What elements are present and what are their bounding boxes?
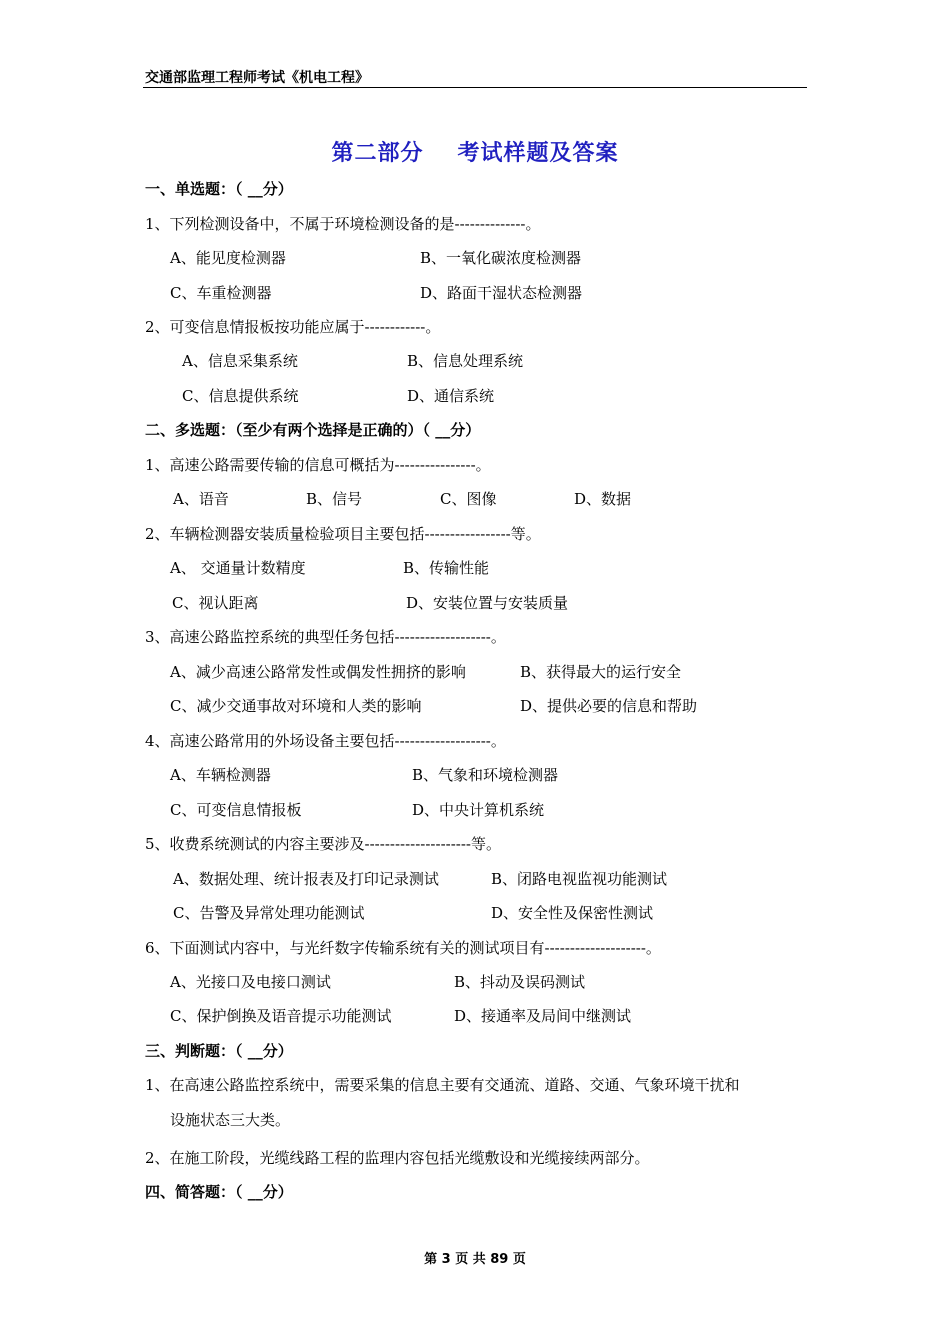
option-d: D、安装位置与安装质量 — [406, 594, 569, 612]
title-part: 第二部分 — [331, 141, 424, 166]
option-a: A、减少高速公路常发性或偶发性拥挤的影响 — [170, 663, 466, 681]
option-a: A、光接口及电接口测试 — [170, 973, 331, 991]
option-c: C、图像 — [440, 490, 497, 508]
option-d: D、接通率及局间中继测试 — [454, 1007, 632, 1025]
option-c: C、信息提供系统 — [182, 387, 299, 405]
question-multi-5: 5、收费系统测试的内容主要涉及---------------------等。 — [145, 835, 501, 853]
title-topic: 考试样题及答案 — [457, 141, 619, 166]
option-b: B、获得最大的运行安全 — [520, 663, 682, 681]
option-c: C、可变信息情报板 — [170, 801, 302, 819]
question-multi-4: 4、高速公路常用的外场设备主要包括-------------------。 — [145, 732, 506, 750]
option-c: C、视认距离 — [172, 594, 259, 612]
question-multi-1: 1、高速公路需要传输的信息可概括为----------------。 — [145, 456, 491, 474]
option-b: B、抖动及误码测试 — [454, 973, 586, 991]
question-single-1: 1、下列检测设备中，不属于环境检测设备的是--------------。 — [145, 215, 541, 233]
option-d: D、路面干湿状态检测器 — [420, 284, 583, 302]
option-b: B、信息处理系统 — [407, 352, 524, 370]
option-a: A、数据处理、统计报表及打印记录测试 — [173, 870, 439, 888]
option-b: B、一氧化碳浓度检测器 — [420, 249, 582, 267]
running-header: 交通部监理工程师考试《机电工程》 — [145, 70, 369, 86]
question-single-2: 2、可变信息情报板按功能应属于------------。 — [145, 318, 441, 336]
option-d: D、通信系统 — [407, 387, 495, 405]
option-c: C、保护倒换及语音提示功能测试 — [170, 1007, 392, 1025]
section-short-answer: 四、简答题：（ __分） — [145, 1183, 293, 1201]
option-a: A、 交通量计数精度 — [170, 559, 306, 577]
option-d: D、中央计算机系统 — [412, 801, 545, 819]
page-number: 第 3 页 共 89 页 — [424, 1252, 526, 1267]
option-b: B、信号 — [306, 490, 363, 508]
page-title — [0, 136, 950, 167]
question-judge-1-continued: 设施状态三大类。 — [170, 1111, 291, 1129]
option-c: C、减少交通事故对环境和人类的影响 — [170, 697, 422, 715]
option-b: B、气象和环境检测器 — [412, 766, 559, 784]
section-true-false: 三、判断题：（ __分） — [145, 1042, 293, 1060]
option-a: A、信息采集系统 — [182, 352, 298, 370]
option-c: C、车重检测器 — [170, 284, 272, 302]
option-d: D、安全性及保密性测试 — [491, 904, 654, 922]
question-multi-6: 6、下面测试内容中，与光纤数字传输系统有关的测试项目有--------------------。 — [145, 939, 661, 957]
question-multi-3: 3、高速公路监控系统的典型任务包括-------------------。 — [145, 628, 506, 646]
question-judge-1: 1、在高速公路监控系统中，需要采集的信息主要有交通流、道路、交通、气象环境干扰和 — [145, 1076, 740, 1094]
question-judge-2: 2、在施工阶段，光缆线路工程的监理内容包括光缆敷设和光缆接续两部分。 — [145, 1149, 650, 1167]
section-multiple-choice: 二、多选题：（至少有两个选择是正确的）（ __分） — [145, 421, 481, 439]
option-b: B、传输性能 — [403, 559, 490, 577]
option-d: D、数据 — [574, 490, 632, 508]
option-a: A、车辆检测器 — [170, 766, 271, 784]
option-c: C、告警及异常处理功能测试 — [173, 904, 365, 922]
question-multi-2: 2、车辆检测器安装质量检验项目主要包括-----------------等。 — [145, 525, 541, 543]
option-d: D、提供必要的信息和帮助 — [520, 697, 698, 715]
section-single-choice: 一、单选题：（ __分） — [145, 180, 293, 198]
option-a: A、语音 — [173, 490, 229, 508]
option-a: A、能见度检测器 — [170, 249, 286, 267]
option-b: B、闭路电视监视功能测试 — [491, 870, 668, 888]
header-rule — [143, 87, 807, 88]
